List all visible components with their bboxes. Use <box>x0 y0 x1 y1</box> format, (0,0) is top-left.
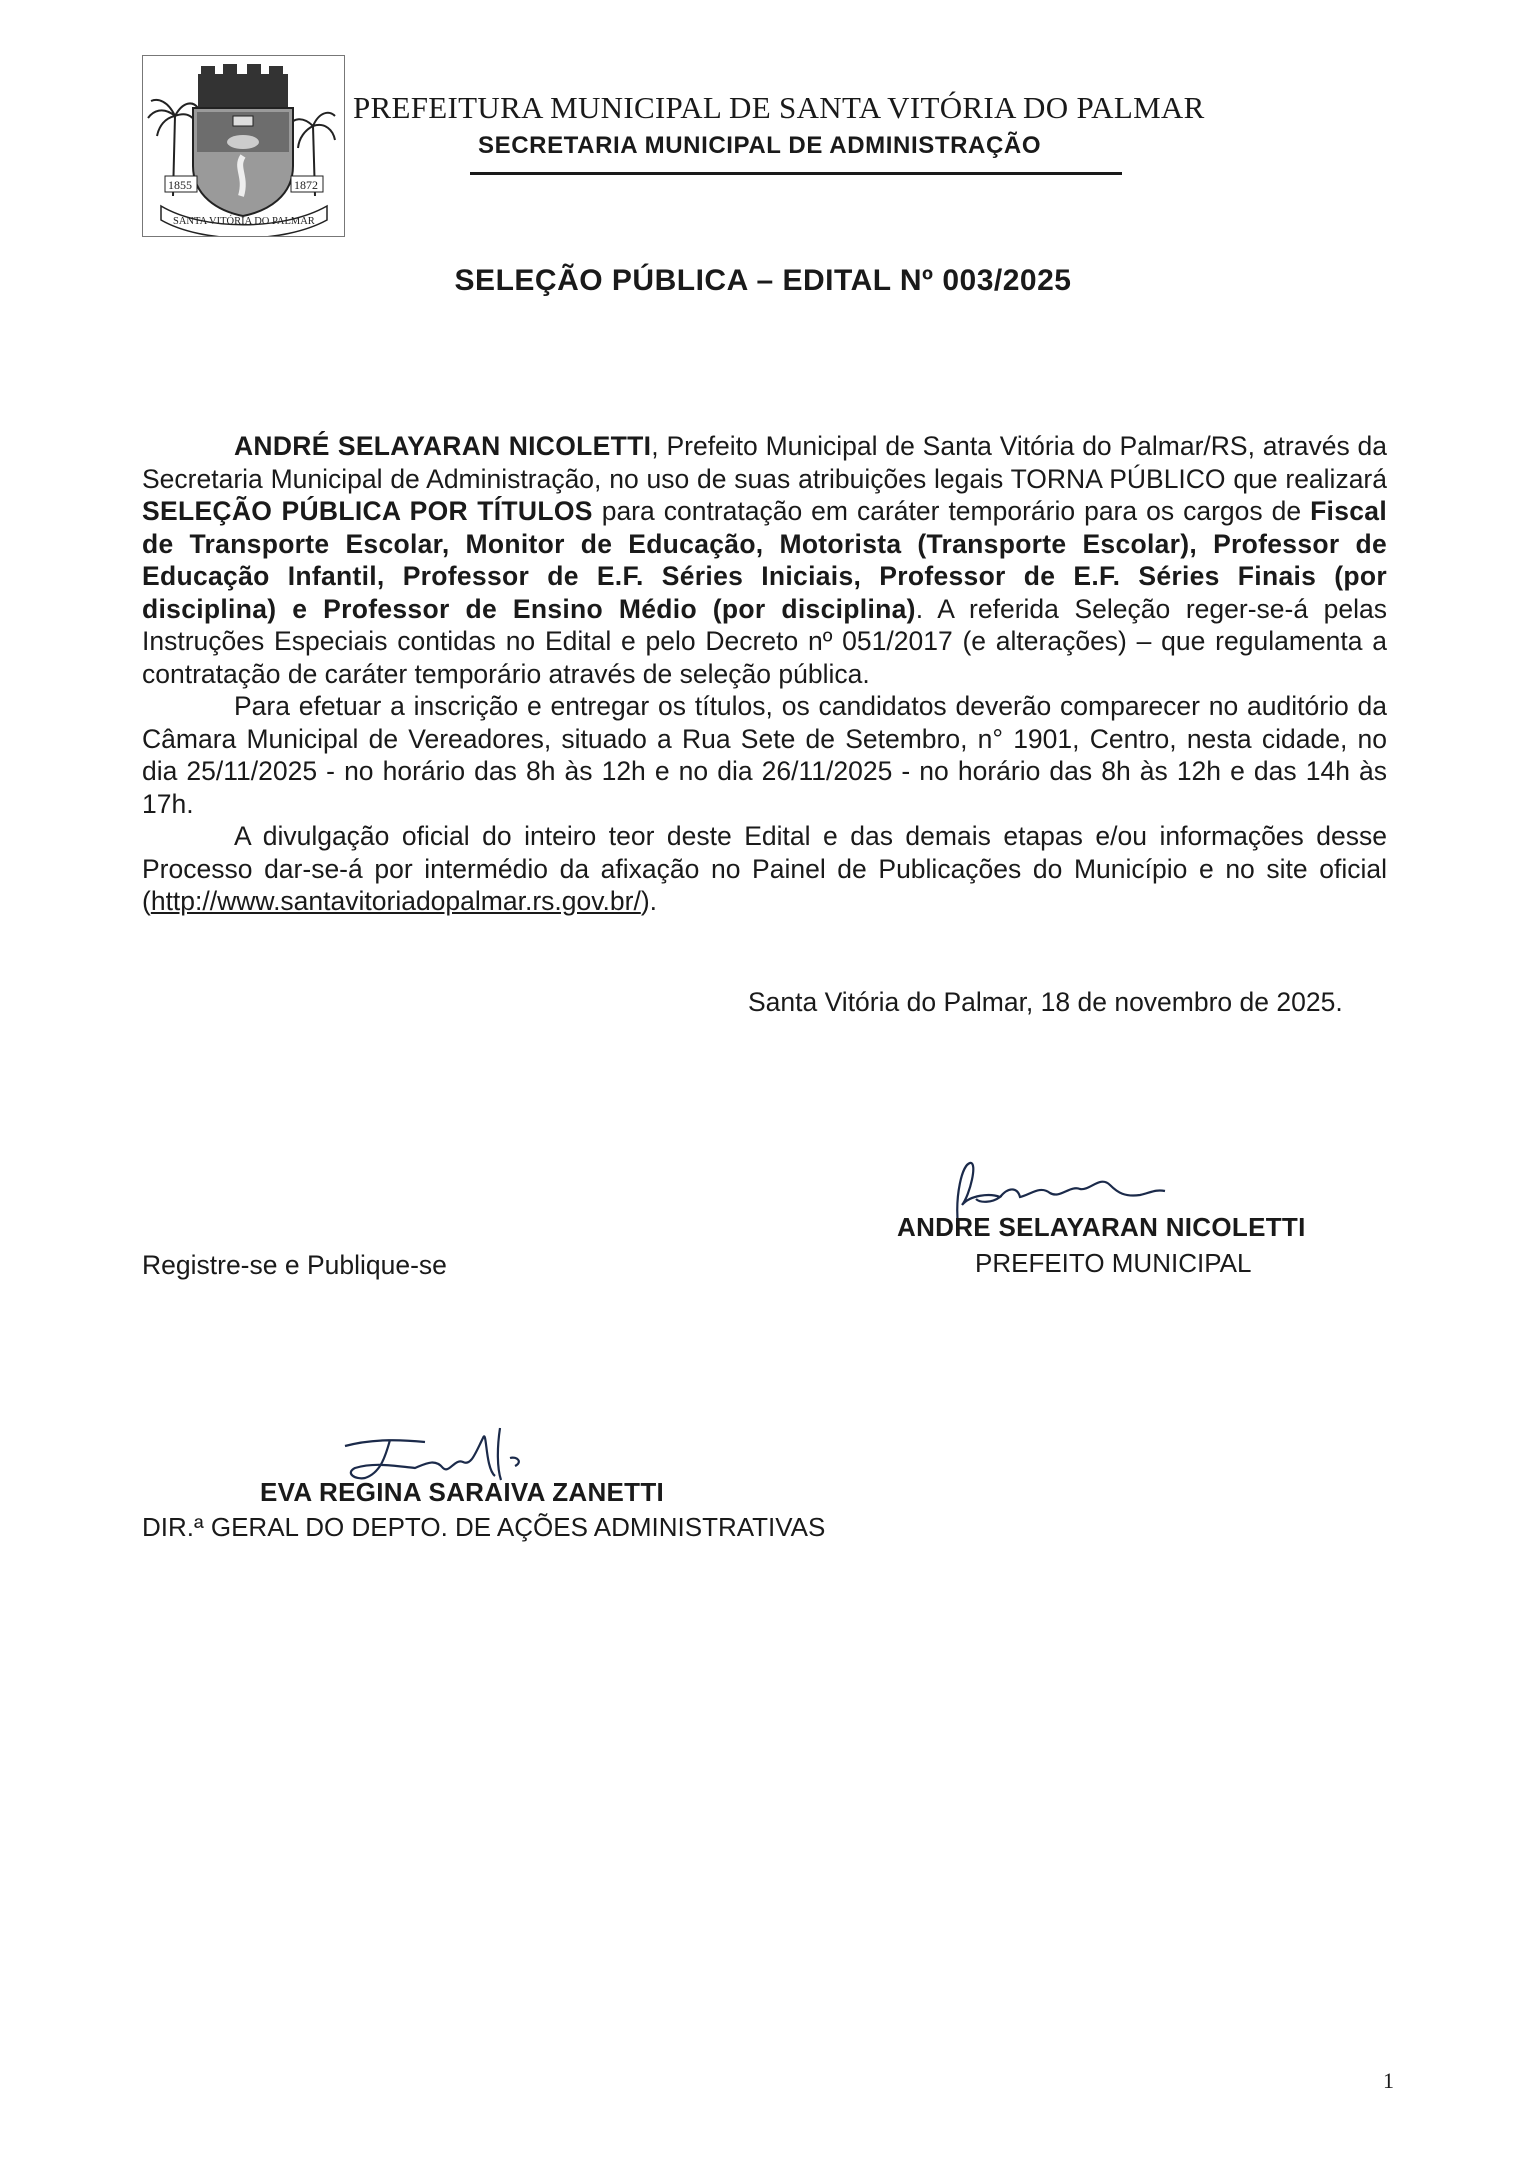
crest-year-left: 1855 <box>168 178 192 192</box>
text-span: . A referida Seleção reger-se-á pelas Instruções Especiais contidas no Edital e pelo Decreto nº 051/2017 (e alterações) – que regulamenta a contratação de caráter temporário através de seleção pública. <box>142 593 1387 689</box>
mayor-name: ANDRE SELAYARAN NICOLETTI <box>897 1212 1306 1242</box>
selection-type: SELEÇÃO PÚBLICA POR TÍTULOS <box>142 496 593 526</box>
edital-body <box>142 430 1387 918</box>
municipality-title: PREFEITURA MUNICIPAL DE SANTA VITÓRIA DO PALMAR <box>353 90 1205 125</box>
text-span: A divulgação oficial do inteiro teor deste Edital e das demais etapas e/ou informações desse Processo dar-se-á por intermédio da afixação no Painel de Publicações do Município e no site oficial ( <box>142 821 1387 916</box>
secretariat-subtitle: SECRETARIA MUNICIPAL DE ADMINISTRAÇÃO <box>478 132 1042 159</box>
positions-list: Fiscal de Transporte Escolar, Monitor de Educação, Motorista (Transporte Escolar), Professor de Educação Infantil, Professor de E.F. Séries Iniciais, Professor de E.F. Séries Finais (por disciplina) e Professor de Ensino Médio (por disciplina) <box>142 496 1387 624</box>
text-span: para contratação em caráter temporário para os cargos de <box>592 496 1311 526</box>
text-span: , Prefeito Municipal de Santa Vitória do Palmar/RS, através da Secretaria Municipal de Administração, no uso de suas atribuições legais TORNA PÚBLICO que realizará <box>142 431 1387 494</box>
coat-of-arms-icon <box>143 56 344 236</box>
mayor-name-inline: ANDRÉ SELAYARAN NICOLETTI <box>234 431 652 461</box>
paragraph-announcement <box>142 430 1387 690</box>
mayor-role: PREFEITO MUNICIPAL <box>975 1248 1252 1278</box>
crest-banner-text: SANTA VITÓRIA DO PALMAR <box>173 216 315 227</box>
place-and-date: Santa Vitória do Palmar, 18 de novembro de 2025. <box>748 987 1343 1017</box>
text-span: ). <box>640 886 657 916</box>
page-number: 1 <box>1383 2068 1394 2093</box>
crest-year-right: 1872 <box>294 178 318 192</box>
paragraph-publication <box>142 820 1387 918</box>
coat-of-arms-logo <box>142 55 345 237</box>
director-role: DIR.ª GERAL DO DEPTO. DE AÇÕES ADMINISTRATIVAS <box>142 1512 826 1542</box>
paragraph-registration: Para efetuar a inscrição e entregar os títulos, os candidatos deverão comparecer no auditório da Câmara Municipal de Vereadores, situado a Rua Sete de Setembro, n° 1901, Centro, nesta cidade, no dia 25/11/2025 - no horário das 8h às 12h e no dia 26/11/2025 - no horário das 8h às 12h e das 14h às 17h. <box>142 691 1387 819</box>
director-name: EVA REGINA SARAIVA ZANETTI <box>260 1477 665 1507</box>
edital-title: SELEÇÃO PÚBLICA – EDITAL Nº 003/2025 <box>454 264 1072 297</box>
register-and-publish: Registre-se e Publique-se <box>142 1250 447 1280</box>
header-rule <box>470 172 1122 175</box>
official-site-link[interactable]: http://www.santavitoriadopalmar.rs.gov.br/ <box>150 886 641 916</box>
